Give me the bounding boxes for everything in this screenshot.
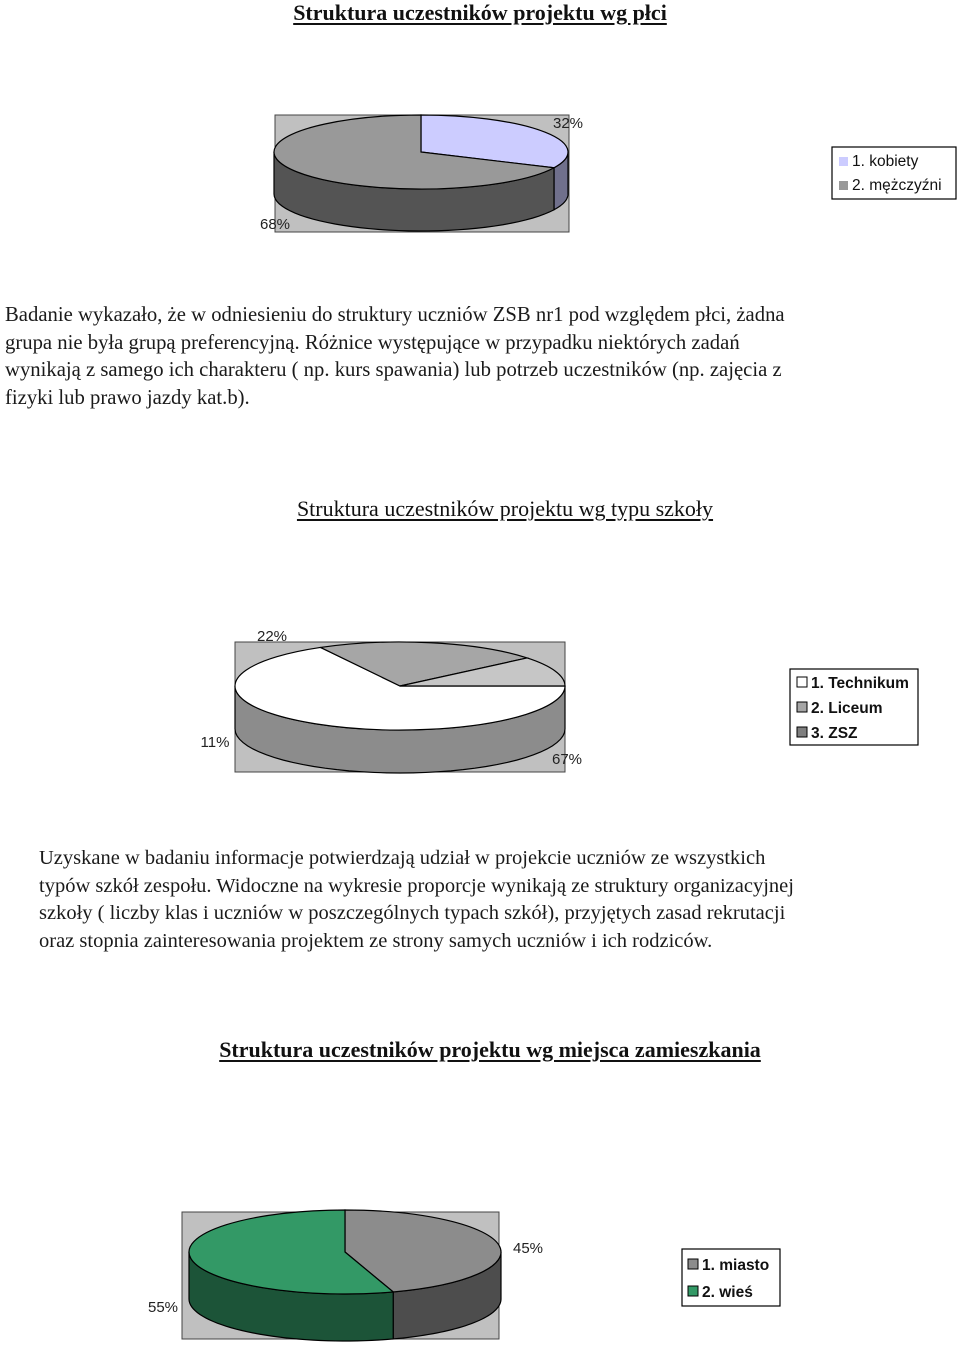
legend-item-technikum: 1. Technikum [811, 675, 909, 692]
legend-item-liceum: 2. Liceum [811, 700, 883, 717]
paragraph-line: wynikają z samego ich charakteru ( np. kurs spawania) lub potrzeb uczestników (np. zajęcia z [5, 359, 782, 381]
paragraph-line: Badanie wykazało, że w odniesieniu do struktury uczniów ZSB nr1 pod względem płci, żadna [5, 304, 785, 326]
paragraph-line: typów szkół zespołu. Widoczne na wykresie proporcje wynikają ze struktury organizacyjnej [39, 874, 794, 897]
paragraph-line: Uzyskane w badaniu informacje potwierdzają udział w projekcie uczniów ze wszystkich [39, 847, 766, 869]
chart-title-gender: Struktura uczestników projektu wg płci [293, 0, 667, 25]
data-label-miasto: 45% [512, 1240, 544, 1257]
paragraph-line: oraz stopnia zainteresowania projektem ze strony samych uczniów i ich rodziców. [39, 929, 713, 952]
data-label-mezczyzni: 68% [259, 216, 291, 233]
paragraph-line: grupa nie była grupą preferencyjną. Różnice występujące w przypadku niektórych zadań [5, 331, 740, 354]
legend-item-kobiety: 1. kobiety [852, 153, 919, 170]
chart-title-school: Struktura uczestników projektu wg typu szkoły [296, 496, 714, 521]
legend-item-miasto: 1. miasto [702, 1257, 770, 1274]
legend-swatch-wies [688, 1286, 698, 1296]
data-label-liceum: 22% [256, 628, 288, 645]
data-label-kobiety: 32% [552, 115, 584, 132]
legend-swatch-miasto [688, 1259, 698, 1269]
paragraph-line: fizyki lub prawo jazdy kat.b). [5, 386, 250, 409]
data-label-wies: 55% [147, 1299, 179, 1316]
chart-title-residence: Struktura uczestników projektu wg miejsca zamieszkania [219, 1037, 761, 1062]
legend [682, 1249, 780, 1306]
data-label-zsz: 11% [200, 734, 230, 751]
legend-item-wies: 2. wieś [702, 1284, 753, 1301]
data-label-technikum: 67% [551, 751, 583, 768]
legend-item-zsz: 3. ZSZ [811, 725, 858, 742]
paragraph-line: szkoły ( liczby klas i uczniów w poszczególnych typach szkół), przyjętych zasad rekrutacji [39, 902, 786, 924]
legend-item-mezczyzni: 2. mężczyźni [852, 177, 942, 194]
